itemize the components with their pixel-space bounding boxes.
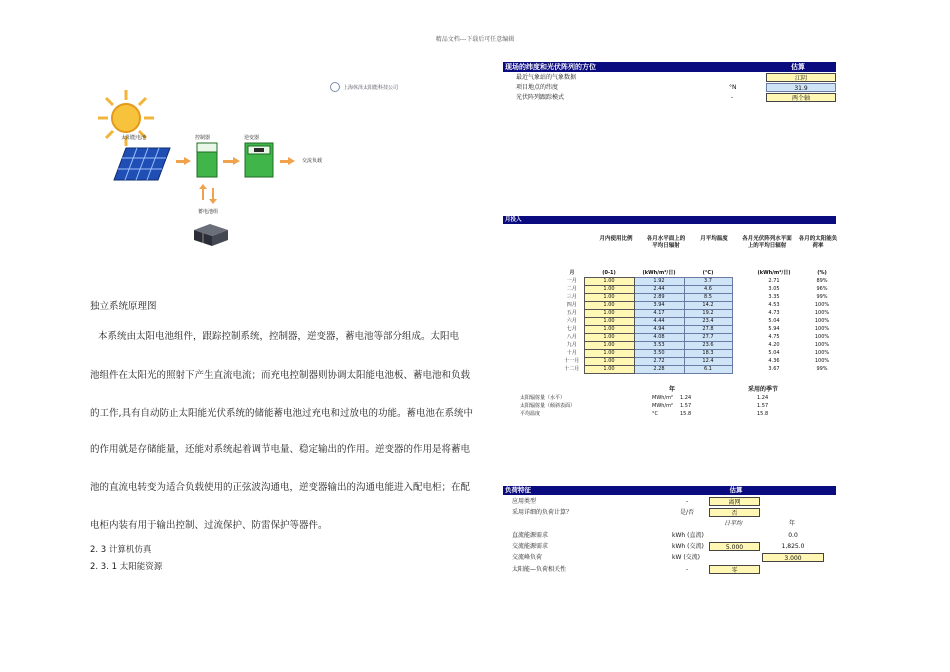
site-table-header: 现场的纬度和光伏阵列的方位 估算 xyxy=(503,62,836,72)
site-row-unit: - xyxy=(731,94,734,101)
load-row-unit: kWh (交流) xyxy=(672,543,704,550)
section-2-3-1-heading: 2. 3. 1 太阳能资源 xyxy=(90,562,163,572)
temperature-cell[interactable]: 19.2 xyxy=(684,310,732,318)
diagram-caption: 独立系统原理图 xyxy=(90,301,157,312)
array-radiation-cell: 2.71 xyxy=(768,278,780,284)
inverter-label: 逆变器 xyxy=(244,135,260,141)
temperature-cell[interactable]: 14.2 xyxy=(684,302,732,310)
body-line-1: 本系统由太阳电池组件，跟踪控制系统，控制器，逆变器，蓄电池等部分组成。太阳电 xyxy=(98,331,460,342)
usage-input[interactable]: 1.00 xyxy=(584,286,634,294)
load-fraction-cell: 100% xyxy=(814,310,830,316)
array-radiation-cell: 4.36 xyxy=(768,358,780,364)
site-row-label: 光伏阵列跟踪模式 xyxy=(516,94,565,101)
summary-label: 太阳辐射量（水平） xyxy=(520,395,566,401)
load-fraction-cell: 100% xyxy=(814,326,830,332)
battery-exchange-arrows-icon xyxy=(198,184,218,204)
usage-input[interactable]: 1.00 xyxy=(584,350,634,358)
temperature-cell[interactable]: 27.8 xyxy=(684,326,732,334)
solar-panel-icon xyxy=(112,146,172,182)
usage-input[interactable]: 1.00 xyxy=(584,278,634,286)
month-row xyxy=(560,318,844,326)
col-header-horizontal-radiation: 各月水平面上的平均日辐射 xyxy=(646,236,686,249)
month-row xyxy=(560,358,844,366)
load-fraction-cell: 96% xyxy=(816,286,828,292)
horizontal-radiation-cell[interactable]: 4.08 xyxy=(634,334,684,342)
controller-label: 控制器 xyxy=(195,135,211,141)
battery-label: 蓄电池组 xyxy=(198,209,219,215)
temperature-cell[interactable]: 27.7 xyxy=(684,334,732,342)
load-fraction-cell: 100% xyxy=(814,302,830,308)
array-radiation-cell: 3.35 xyxy=(768,294,780,300)
application-type-select[interactable]: 离网 xyxy=(709,497,760,506)
page-header-note: 精品文档---下载后可任意编辑 xyxy=(435,36,515,43)
month-label: 三月 xyxy=(566,294,577,300)
temperature-cell[interactable]: 3.7 xyxy=(684,278,732,286)
horizontal-radiation-cell[interactable]: 2.28 xyxy=(634,366,684,374)
month-row xyxy=(560,342,844,350)
ac-energy-daily-input[interactable]: 5.000 xyxy=(709,542,760,551)
load-row-unit: 是/否 xyxy=(680,509,695,516)
usage-input[interactable]: 1.00 xyxy=(584,302,634,310)
load-row-unit: - xyxy=(686,566,689,573)
load-fraction-cell: 100% xyxy=(814,350,830,356)
load-row-label: 直流能源需求 xyxy=(512,532,549,539)
inverter-icon xyxy=(244,142,274,178)
company-label xyxy=(330,82,398,92)
load-row-label: 太阳能—负荷相关性 xyxy=(512,566,567,573)
temperature-cell[interactable]: 8.5 xyxy=(684,294,732,302)
month-label: 二月 xyxy=(566,286,577,292)
col-daily-header: 日平均 xyxy=(724,520,743,527)
summary-season-header: 采用的季节 xyxy=(748,386,779,393)
array-radiation-cell: 3.05 xyxy=(768,286,780,292)
body-line-2: 池组件在太阳光的照射下产生直流电流；而充电控制器则协调太阳能电池板、蓄电池和负载 xyxy=(90,370,471,381)
summary-year-value: 1.57 xyxy=(680,403,692,409)
temperature-cell[interactable]: 6.1 xyxy=(684,366,732,374)
summary-unit: MWh/m² xyxy=(652,395,673,401)
col-header-load-fraction: 各月的太阳能负荷率 xyxy=(798,236,838,249)
month-row xyxy=(560,334,844,342)
horizontal-radiation-cell[interactable]: 2.89 xyxy=(634,294,684,302)
load-row-unit: kWh (直流) xyxy=(672,532,704,539)
month-row xyxy=(560,366,844,374)
usage-input[interactable]: 1.00 xyxy=(584,358,634,366)
dc-energy-year: 0.0 xyxy=(788,532,798,539)
usage-input[interactable]: 1.00 xyxy=(584,294,634,302)
controller-icon xyxy=(196,142,218,178)
month-label: 十一月 xyxy=(564,358,580,364)
site-row-value[interactable]: 江阴 xyxy=(766,73,836,82)
month-row xyxy=(560,286,844,294)
month-row xyxy=(560,350,844,358)
usage-input[interactable]: 1.00 xyxy=(584,310,634,318)
load-fraction-cell: 100% xyxy=(814,318,830,324)
units-row: 月 (0-1) (kWh/m²/日) (°C) (kWh/m²/日) (%) xyxy=(569,270,827,277)
month-row xyxy=(560,326,844,334)
month-label: 七月 xyxy=(566,326,577,332)
temperature-cell[interactable]: 23.6 xyxy=(684,342,732,350)
detailed-load-select[interactable]: 否 xyxy=(709,508,760,517)
site-row-value[interactable]: 两个轴 xyxy=(766,93,836,102)
horizontal-radiation-cell[interactable]: 4.44 xyxy=(634,318,684,326)
arrow-inverter-load xyxy=(280,157,295,165)
load-row-label: 交流峰负荷 xyxy=(512,554,543,561)
company-logo-icon xyxy=(330,82,340,92)
temperature-cell[interactable]: 4.6 xyxy=(684,286,732,294)
ac-energy-year: 1,825.0 xyxy=(781,543,805,550)
horizontal-radiation-cell[interactable]: 1.92 xyxy=(634,278,684,286)
month-label: 五月 xyxy=(566,310,577,316)
month-row xyxy=(560,310,844,318)
month-label: 六月 xyxy=(566,318,577,324)
col-header-array-radiation: 各月光伏阵列水平面上的平均日辐射 xyxy=(742,236,792,249)
summary-season-value: 15.8 xyxy=(757,411,769,417)
horizontal-radiation-cell[interactable]: 2.44 xyxy=(634,286,684,294)
load-row-label: 应用类型 xyxy=(512,498,537,505)
load-fraction-cell: 100% xyxy=(814,342,830,348)
site-row-value[interactable]: 31.9 xyxy=(766,83,836,92)
array-radiation-cell: 4.73 xyxy=(768,310,780,316)
site-row-unit: °N xyxy=(729,84,737,91)
usage-input[interactable]: 1.00 xyxy=(584,334,634,342)
solar-panel-label: 太阳能电池 xyxy=(121,135,147,141)
load-fraction-cell: 99% xyxy=(816,366,828,372)
temperature-cell[interactable]: 23.4 xyxy=(684,318,732,326)
load-row-label: 采用详细的负荷计算？ xyxy=(512,509,573,516)
month-label: 八月 xyxy=(566,334,577,340)
summary-year-value: 1.24 xyxy=(680,395,692,401)
horizontal-radiation-cell[interactable]: 4.17 xyxy=(634,310,684,318)
body-line-4: 的作用就是存储能量，还能对系统起着调节电量、稳定输出的作用。逆变器的作用是将蓄电 xyxy=(90,444,471,455)
load-row-unit: kW (交流) xyxy=(672,554,700,561)
load-fraction-cell: 99% xyxy=(816,294,828,300)
horizontal-radiation-cell[interactable]: 3.50 xyxy=(634,350,684,358)
summary-unit: °C xyxy=(652,411,658,417)
col-header-temperature: 月平均温度 xyxy=(700,236,728,242)
array-radiation-cell: 5.94 xyxy=(768,326,780,332)
month-label: 一月 xyxy=(566,278,577,284)
load-fraction-cell: 89% xyxy=(816,278,828,284)
monthly-table-header: 月投入 xyxy=(503,216,836,224)
horizontal-radiation-cell[interactable]: 3.94 xyxy=(634,302,684,310)
load-fraction-cell: 100% xyxy=(814,334,830,340)
site-row-label: 项目地点的纬度 xyxy=(516,84,559,91)
load-row-label: 交流能源需求 xyxy=(512,543,549,550)
arrow-controller-inverter xyxy=(223,157,240,165)
array-radiation-cell: 4.53 xyxy=(768,302,780,308)
array-radiation-cell: 4.20 xyxy=(768,342,780,348)
horizontal-radiation-cell[interactable]: 3.53 xyxy=(634,342,684,350)
month-label: 四月 xyxy=(566,302,577,308)
array-radiation-cell: 5.04 xyxy=(768,318,780,324)
month-row xyxy=(560,278,844,286)
usage-input[interactable]: 1.00 xyxy=(584,326,634,334)
usage-input[interactable]: 1.00 xyxy=(584,366,634,374)
summary-year-header: 年 xyxy=(669,386,676,393)
solar-load-correlation-select[interactable]: 零 xyxy=(709,565,760,574)
load-row-unit: - xyxy=(686,498,689,505)
summary-year-value: 15.8 xyxy=(680,411,692,417)
array-radiation-cell: 4.75 xyxy=(768,334,780,340)
ac-peak-load-input[interactable]: 3.000 xyxy=(762,553,824,562)
temperature-cell[interactable]: 12.4 xyxy=(684,358,732,366)
month-label: 十二月 xyxy=(564,366,580,372)
col-year-header: 年 xyxy=(789,520,796,527)
month-label: 九月 xyxy=(566,342,577,348)
month-row xyxy=(560,302,844,310)
site-row-label: 最近气象站的气象数据 xyxy=(516,74,577,81)
summary-season-value: 1.57 xyxy=(757,403,769,409)
month-label: 十月 xyxy=(566,350,577,356)
body-line-3: 的工作,具有自动防止太阳能光伏系统的储能蓄电池过充电和过放电的功能。蓄电池在系统中 xyxy=(90,408,474,419)
monthly-table xyxy=(560,270,845,374)
summary-unit: MWh/m² xyxy=(652,403,673,409)
summary-label: 太阳辐射量（倾斜表面） xyxy=(520,403,576,409)
battery-icon xyxy=(190,222,232,248)
temperature-cell[interactable]: 18.3 xyxy=(684,350,732,358)
ac-load-label: 交流负载 xyxy=(302,158,323,164)
usage-input[interactable]: 1.00 xyxy=(584,342,634,350)
summary-season-value: 1.24 xyxy=(757,395,769,401)
horizontal-radiation-cell[interactable]: 4.94 xyxy=(634,326,684,334)
col-header-usage: 月内使用比例 xyxy=(599,236,633,242)
usage-input[interactable]: 1.00 xyxy=(584,318,634,326)
section-2-3-heading: 2. 3 计算机仿真 xyxy=(90,545,152,555)
load-fraction-cell: 100% xyxy=(814,358,830,364)
array-radiation-cell: 5.04 xyxy=(768,350,780,356)
body-line-6: 电柜内装有用于输出控制、过流保护、防雷保护等器件。 xyxy=(90,520,328,531)
company-name: 上海休泽太阳能科技公司 xyxy=(343,84,399,91)
summary-label: 平均温度 xyxy=(520,411,541,417)
body-line-5: 池的直流电转变为适合负载使用的正弦波沟通电，逆变器输出的沟通电能进入配电柜；在配 xyxy=(90,482,471,493)
month-row xyxy=(560,294,844,302)
array-radiation-cell: 3.67 xyxy=(768,366,780,372)
arrow-panel-controller xyxy=(176,157,191,165)
horizontal-radiation-cell[interactable]: 2.72 xyxy=(634,358,684,366)
load-table-header: 负荷特征 估算 xyxy=(503,486,836,495)
